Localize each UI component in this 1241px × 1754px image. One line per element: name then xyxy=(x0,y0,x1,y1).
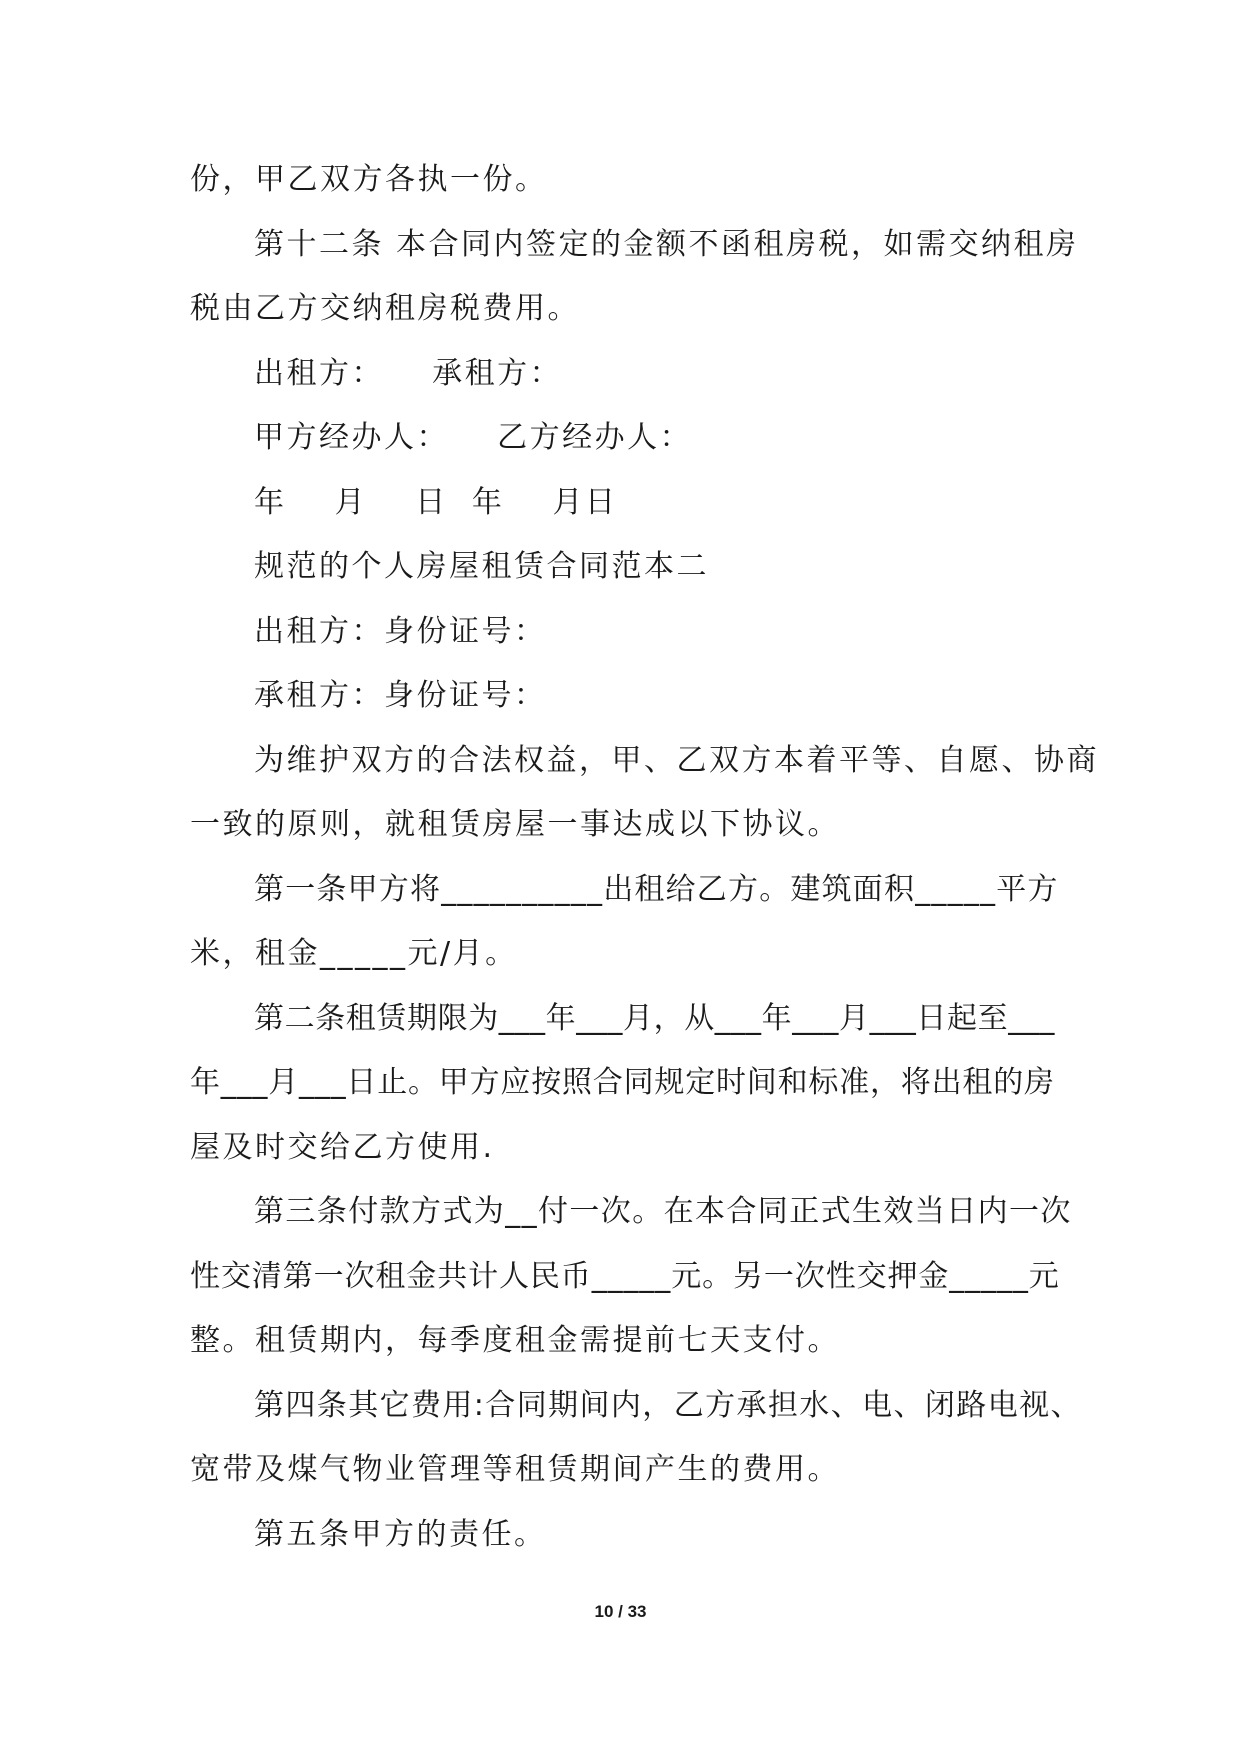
paragraph-line: 第三条付款方式为__付一次。在本合同正式生效当日内一次 xyxy=(254,1194,1072,1229)
paragraph-line: 为维护双方的合法权益，甲、乙双方本着平等、自愿、协商 xyxy=(254,742,1099,778)
paragraph-line: 甲方经办人： 乙方经办人： xyxy=(254,420,693,455)
paragraph-line: 第一条甲方将__________出租给乙方。建筑面积_____平方 xyxy=(254,871,1059,907)
paragraph-line: 年___月___日止。甲方应按照合同规定时间和标准，将出租的房 xyxy=(190,1065,1055,1100)
paragraph-line: 出租方：身份证号： xyxy=(254,613,547,649)
paragraph-line: 性交清第一次租金共计人民币_____元。另一次性交押金_____元 xyxy=(190,1258,1060,1294)
paragraph-line: 整。租赁期内，每季度租金需提前七天支付。 xyxy=(190,1323,840,1358)
page-number: 10 / 33 xyxy=(594,1602,647,1621)
paragraph-line: 屋及时交给乙方使用. xyxy=(190,1129,495,1165)
paragraph-line: 一致的原则，就租赁房屋一事达成以下协议。 xyxy=(190,807,840,842)
paragraph-line: 第十二条 本合同内签定的金额不函租房税，如需交纳租房 xyxy=(254,226,1079,262)
paragraph-line: 宽带及煤气物业管理等租赁期间产生的费用。 xyxy=(190,1452,840,1487)
paragraph-line: 出租方： 承租方： xyxy=(254,355,563,391)
paragraph-line: 米，租金_____元/月。 xyxy=(190,936,518,971)
paragraph-line: 承租方：身份证号： xyxy=(254,678,547,713)
body-text xyxy=(190,148,1099,1567)
paragraph-line: 第二条租赁期限为___年___月，从___年___月___日起至___ xyxy=(254,1000,1055,1036)
paragraph-line: 第四条其它费用:合同期间内，乙方承担水、电、闭路电视、 xyxy=(254,1387,1082,1423)
paragraph-line: 份，甲乙双方各执一份。 xyxy=(190,162,548,197)
paragraph-line: 第五条甲方的责任。 xyxy=(254,1516,547,1552)
section-heading: 规范的个人房屋租赁合同范本二 xyxy=(254,549,709,584)
paragraph-line: 年 月 日 年 月日 xyxy=(254,484,618,520)
paragraph-line: 税由乙方交纳租房税费用。 xyxy=(190,291,580,326)
